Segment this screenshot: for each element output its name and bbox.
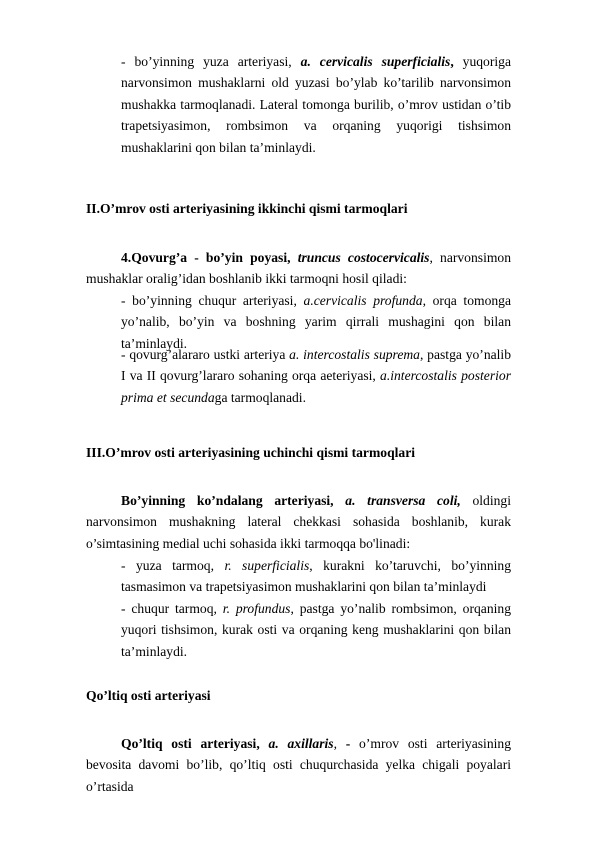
bold-term: 4.Qovurg’a - bo’yin poyasi, — [121, 250, 291, 265]
latin-term: a.intercostalis posterior prima et secunda — [121, 368, 511, 405]
section-heading-3: III.O’mrov osti arteriyasining uchinchi qismi tarmoqlari — [86, 445, 416, 460]
paragraph-superficial-cervical — [121, 51, 511, 158]
text: o’mrov osti arteriyasining bevosita davomi bo’lib, qo’ltiq osti chuqurchasida yelka chigali poyalari o’rtasida — [86, 736, 511, 794]
text: - bo’yinning chuqur arteriyasi, — [121, 293, 297, 308]
paragraph-axillary-artery — [86, 733, 511, 797]
text: , kurakni ko’taruvchi, bo’yinning tasmasimon va trapetsiyasimon mushaklarini qon bilan ta’minlaydi — [121, 558, 512, 595]
punctuation: , — [450, 54, 454, 69]
paragraph-superficial-branch — [121, 555, 511, 598]
latin-term: a. transversa coli, — [345, 493, 461, 508]
latin-term: a. cervicalis superficialis — [300, 54, 451, 69]
bold-term: Qo’ltiq osti arteriyasi, — [121, 736, 260, 751]
latin-term: r. superficialis — [224, 558, 310, 573]
text: yuqoriga narvonsimon mushaklarni old yuzasi bo’ylab ko’tarilib narvonsimon mushakka tarmoqlanadi. Lateral tomonga burilib, o’mrov ustidan o’tib trapetsiyasimon, rombsimon va orqaning yuqorigi tishsimon mushaklarini qon bilan ta’minlaydi. — [121, 54, 511, 155]
paragraph-supreme-intercostal — [121, 344, 511, 408]
text: oldingi narvonsimon mushakning lateral chekkasi sohasida boshlanib, kurak o’simtasining medial uchi sohasida ikki tarmoqqa bo'linadi: — [86, 493, 511, 551]
latin-term: a.cervicalis profunda — [303, 293, 423, 308]
paragraph-transverse-cervical — [86, 490, 511, 554]
text: , narvonsimon mushaklar oralig’idan boshlanib ikki tarmoqni hosil qiladi: — [86, 250, 512, 287]
text: - bo’yinning yuza arteriyasi, — [121, 54, 292, 69]
section-heading-axillary: Qo’ltiq osti arteriyasi — [86, 688, 211, 703]
text: , orqa tomonga yo’nalib, bo’yin va boshning yarim qirrali mushagini qon bilan ta’minlaydi. — [121, 293, 512, 351]
text: , pastga yo’nalib rombsimon, orqaning yuqori tishsimon, kurak osti va orqaning keng mushaklarini qon bilan ta’minlaydi. — [121, 601, 511, 659]
dash: - — [336, 736, 351, 751]
latin-term: a. axillaris — [268, 736, 334, 751]
latin-term: r. profundus — [222, 601, 291, 616]
latin-term: a. intercostalis suprema — [289, 347, 420, 362]
bold-term: Bo’yinning ko’ndalang arteriyasi, — [121, 493, 334, 508]
text: , pastga yo’nalib I va II qovurg’lararo sohaning orqa aeteriyasi, — [121, 347, 511, 384]
latin-term: truncus costocervicalis — [297, 250, 430, 265]
text: - yuza tarmoq, — [121, 558, 214, 573]
text: - qovurg’alararo ustki arteriya — [121, 347, 286, 362]
punctuation: , — [333, 736, 337, 751]
text: - chuqur tarmoq, — [121, 601, 217, 616]
paragraph-costocervical-trunk — [86, 247, 511, 290]
section-heading-2: II.O’mrov osti arteriyasining ikkinchi qismi tarmoqlari — [86, 201, 408, 216]
text: ga tarmoqlanadi. — [214, 389, 306, 405]
paragraph-deep-branch — [121, 598, 511, 662]
